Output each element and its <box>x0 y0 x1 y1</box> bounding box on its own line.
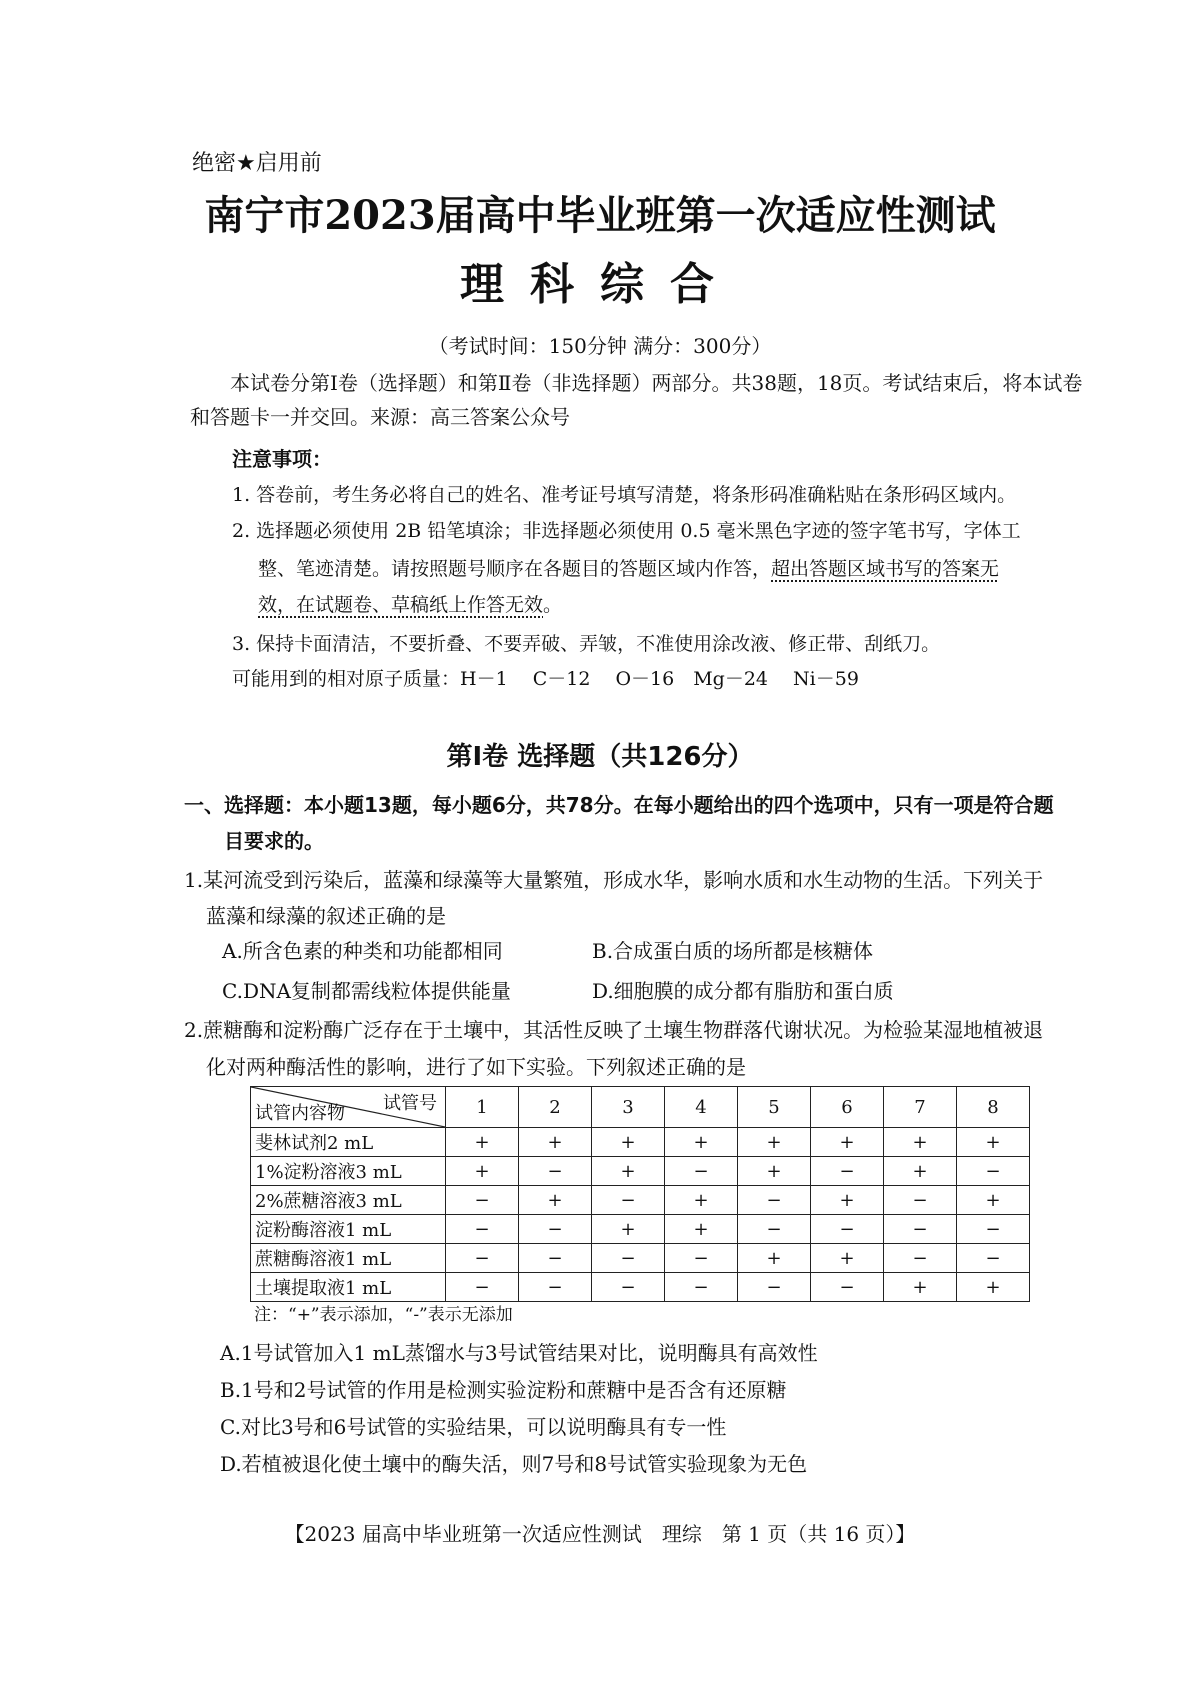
question-2-option-c: C.对比3号和6号试管的实验结果，可以说明酶具有专一性 <box>220 1415 727 1439</box>
section-title: 第Ⅰ卷 选择题（共126分） <box>446 742 754 772</box>
question-1-option-c: C.DNA复制都需线粒体提供能量 <box>222 979 511 1003</box>
table-cell: − <box>519 1244 592 1273</box>
table-cell: − <box>519 1273 592 1302</box>
table-cell: − <box>738 1215 811 1244</box>
row-label: 蔗糖酶溶液1 mL <box>251 1244 446 1273</box>
table-cell: − <box>446 1273 519 1302</box>
table-cell: + <box>738 1244 811 1273</box>
note-2-line-3-end: 。 <box>543 594 563 616</box>
table-cell: + <box>665 1128 738 1157</box>
table-cell: + <box>957 1186 1030 1215</box>
exam-info: （考试时间：150分钟 满分：300分） <box>428 334 772 358</box>
table-cell: − <box>665 1244 738 1273</box>
table-cell: − <box>811 1273 884 1302</box>
table-cell: − <box>811 1215 884 1244</box>
table-cell: + <box>811 1244 884 1273</box>
table-cell: − <box>519 1215 592 1244</box>
table-cell: − <box>884 1186 957 1215</box>
table-cell: − <box>884 1215 957 1244</box>
note-3: 3. 保持卡面清洁，不要折叠、不要弄破、弄皱，不准使用涂改液、修正带、刮纸刀。 <box>232 633 941 655</box>
table-cell: − <box>592 1273 665 1302</box>
atomic-masses: 可能用到的相对原子质量：H－1 C－12 O－16 Mg－24 Ni－59 <box>232 668 859 690</box>
table-cell: − <box>665 1273 738 1302</box>
table-row <box>251 1244 1030 1273</box>
table-cell: − <box>519 1157 592 1186</box>
note-2-line-2-text: 整、笔迹清楚。请按照题号顺序在各题目的答题区域内作答， <box>258 558 772 580</box>
table-cell: − <box>957 1215 1030 1244</box>
question-2-option-d: D.若植被退化使土壤中的酶失活，则7号和8号试管实验现象为无色 <box>220 1452 808 1476</box>
question-1-option-b: B.合成蛋白质的场所都是核糖体 <box>592 939 874 963</box>
table-cell: + <box>884 1157 957 1186</box>
table-cell: + <box>811 1186 884 1215</box>
table-corner-cell <box>251 1087 446 1128</box>
question-1-option-a: A.所含色素的种类和功能都相同 <box>222 939 503 963</box>
exam-title: 南宁市2023届高中毕业班第一次适应性测试 <box>204 192 996 239</box>
page-footer: 【2023 届高中毕业班第一次适应性测试 理综 第 1 页（共 16 页）】 <box>284 1522 916 1546</box>
table-cell: + <box>884 1273 957 1302</box>
column-header: 6 <box>811 1087 884 1128</box>
table-cell: + <box>957 1273 1030 1302</box>
question-1-option-d: D.细胞膜的成分都有脂肪和蛋白质 <box>592 979 894 1003</box>
table-header-row <box>251 1087 1030 1128</box>
note-1: 1. 答卷前，考生务必将自己的姓名、准考证号填写清楚，将条形码准确粘贴在条形码区域内。 <box>232 484 1017 506</box>
table-cell: − <box>738 1273 811 1302</box>
table-cell: + <box>446 1157 519 1186</box>
question-1-stem-line-1: 1.某河流受到污染后，蓝藻和绿藻等大量繁殖，形成水华，影响水质和水生动物的生活。下列关于 <box>184 868 1044 892</box>
table-cell: + <box>665 1186 738 1215</box>
table-cell: + <box>738 1157 811 1186</box>
note-2-line-1: 2. 选择题必须使用 2B 铅笔填涂；非选择题必须使用 0.5 毫米黑色字迹的签字笔书写，字体工 <box>232 520 1021 542</box>
table-cell: + <box>592 1215 665 1244</box>
section-instructions-line-2: 目要求的。 <box>224 829 324 853</box>
table-cell: + <box>592 1157 665 1186</box>
question-2-option-a: A.1号试管加入1 mL蒸馏水与3号试管结果对比，说明酶具有高效性 <box>220 1341 818 1365</box>
table-cell: + <box>738 1128 811 1157</box>
column-header: 5 <box>738 1087 811 1128</box>
table-cell: + <box>957 1128 1030 1157</box>
table-cell: + <box>665 1215 738 1244</box>
table-cell: − <box>811 1157 884 1186</box>
row-label: 斐林试剂2 mL <box>251 1128 446 1157</box>
note-2-line-3 <box>258 588 1088 622</box>
experiment-table <box>250 1086 1030 1302</box>
table-row <box>251 1215 1030 1244</box>
table-note: 注：“+”表示添加，“-”表示无添加 <box>254 1305 513 1325</box>
intro-paragraph: 本试卷分第Ⅰ卷（选择题）和第Ⅱ卷（非选择题）两部分。共38题，18页。考试结束后，将本试卷和答题卡一并交回。来源：高三答案公众号 <box>190 371 1083 429</box>
table-cell: + <box>811 1128 884 1157</box>
column-header: 2 <box>519 1087 592 1128</box>
table-row <box>251 1157 1030 1186</box>
row-label: 1%淀粉溶液3 mL <box>251 1157 446 1186</box>
table-cell: − <box>446 1186 519 1215</box>
table-row <box>251 1186 1030 1215</box>
table-cell: + <box>446 1128 519 1157</box>
row-label: 2%蔗糖溶液3 mL <box>251 1186 446 1215</box>
table-cell: − <box>592 1186 665 1215</box>
section-instructions <box>184 787 1104 859</box>
column-header: 1 <box>446 1087 519 1128</box>
table-cell: + <box>592 1128 665 1157</box>
notes-heading: 注意事项： <box>232 447 332 471</box>
table-cell: − <box>665 1157 738 1186</box>
question-1-stem-line-2: 蓝藻和绿藻的叙述正确的是 <box>206 904 446 928</box>
corner-bottom-label: 试管内容物 <box>255 1103 345 1124</box>
column-header: 8 <box>957 1087 1030 1128</box>
question-2-stem-line-2: 化对两种酶活性的影响，进行了如下实验。下列叙述正确的是 <box>206 1055 746 1079</box>
table-cell: + <box>519 1128 592 1157</box>
column-header: 7 <box>884 1087 957 1128</box>
table-cell: − <box>446 1215 519 1244</box>
note-2-line-2 <box>258 552 1088 586</box>
subject-title: 理科综合 <box>460 259 740 310</box>
row-label: 土壤提取液1 mL <box>251 1273 446 1302</box>
column-header: 4 <box>665 1087 738 1128</box>
confidential-label: 绝密★启用前 <box>192 151 322 176</box>
table-cell: − <box>884 1244 957 1273</box>
question-2-stem-line-1: 2.蔗糖酶和淀粉酶广泛存在于土壤中，其活性反映了土壤生物群落代谢状况。为检验某湿地植被退 <box>184 1018 1044 1042</box>
table-cell: − <box>738 1186 811 1215</box>
section-instructions-line-1: 一、选择题：本小题13题，每小题6分，共78分。在每小题给出的四个选项中，只有一项是符合题 <box>184 793 1054 817</box>
table-cell: − <box>957 1244 1030 1273</box>
table-cell: − <box>957 1157 1030 1186</box>
row-label: 淀粉酶溶液1 mL <box>251 1215 446 1244</box>
corner-top-label: 试管号 <box>383 1093 437 1114</box>
question-2-option-b: B.1号和2号试管的作用是检测实验淀粉和蔗糖中是否含有还原糖 <box>220 1378 787 1402</box>
table-row <box>251 1273 1030 1302</box>
note-2-emphasis-2: 效，在试题卷、草稿纸上作答无效 <box>258 594 544 616</box>
table-row <box>251 1128 1030 1157</box>
note-2-emphasis-1: 超出答题区域书写的答案无 <box>771 558 1000 580</box>
table-cell: + <box>884 1128 957 1157</box>
table-cell: + <box>519 1186 592 1215</box>
table-cell: − <box>592 1244 665 1273</box>
column-header: 3 <box>592 1087 665 1128</box>
table-cell: − <box>446 1244 519 1273</box>
